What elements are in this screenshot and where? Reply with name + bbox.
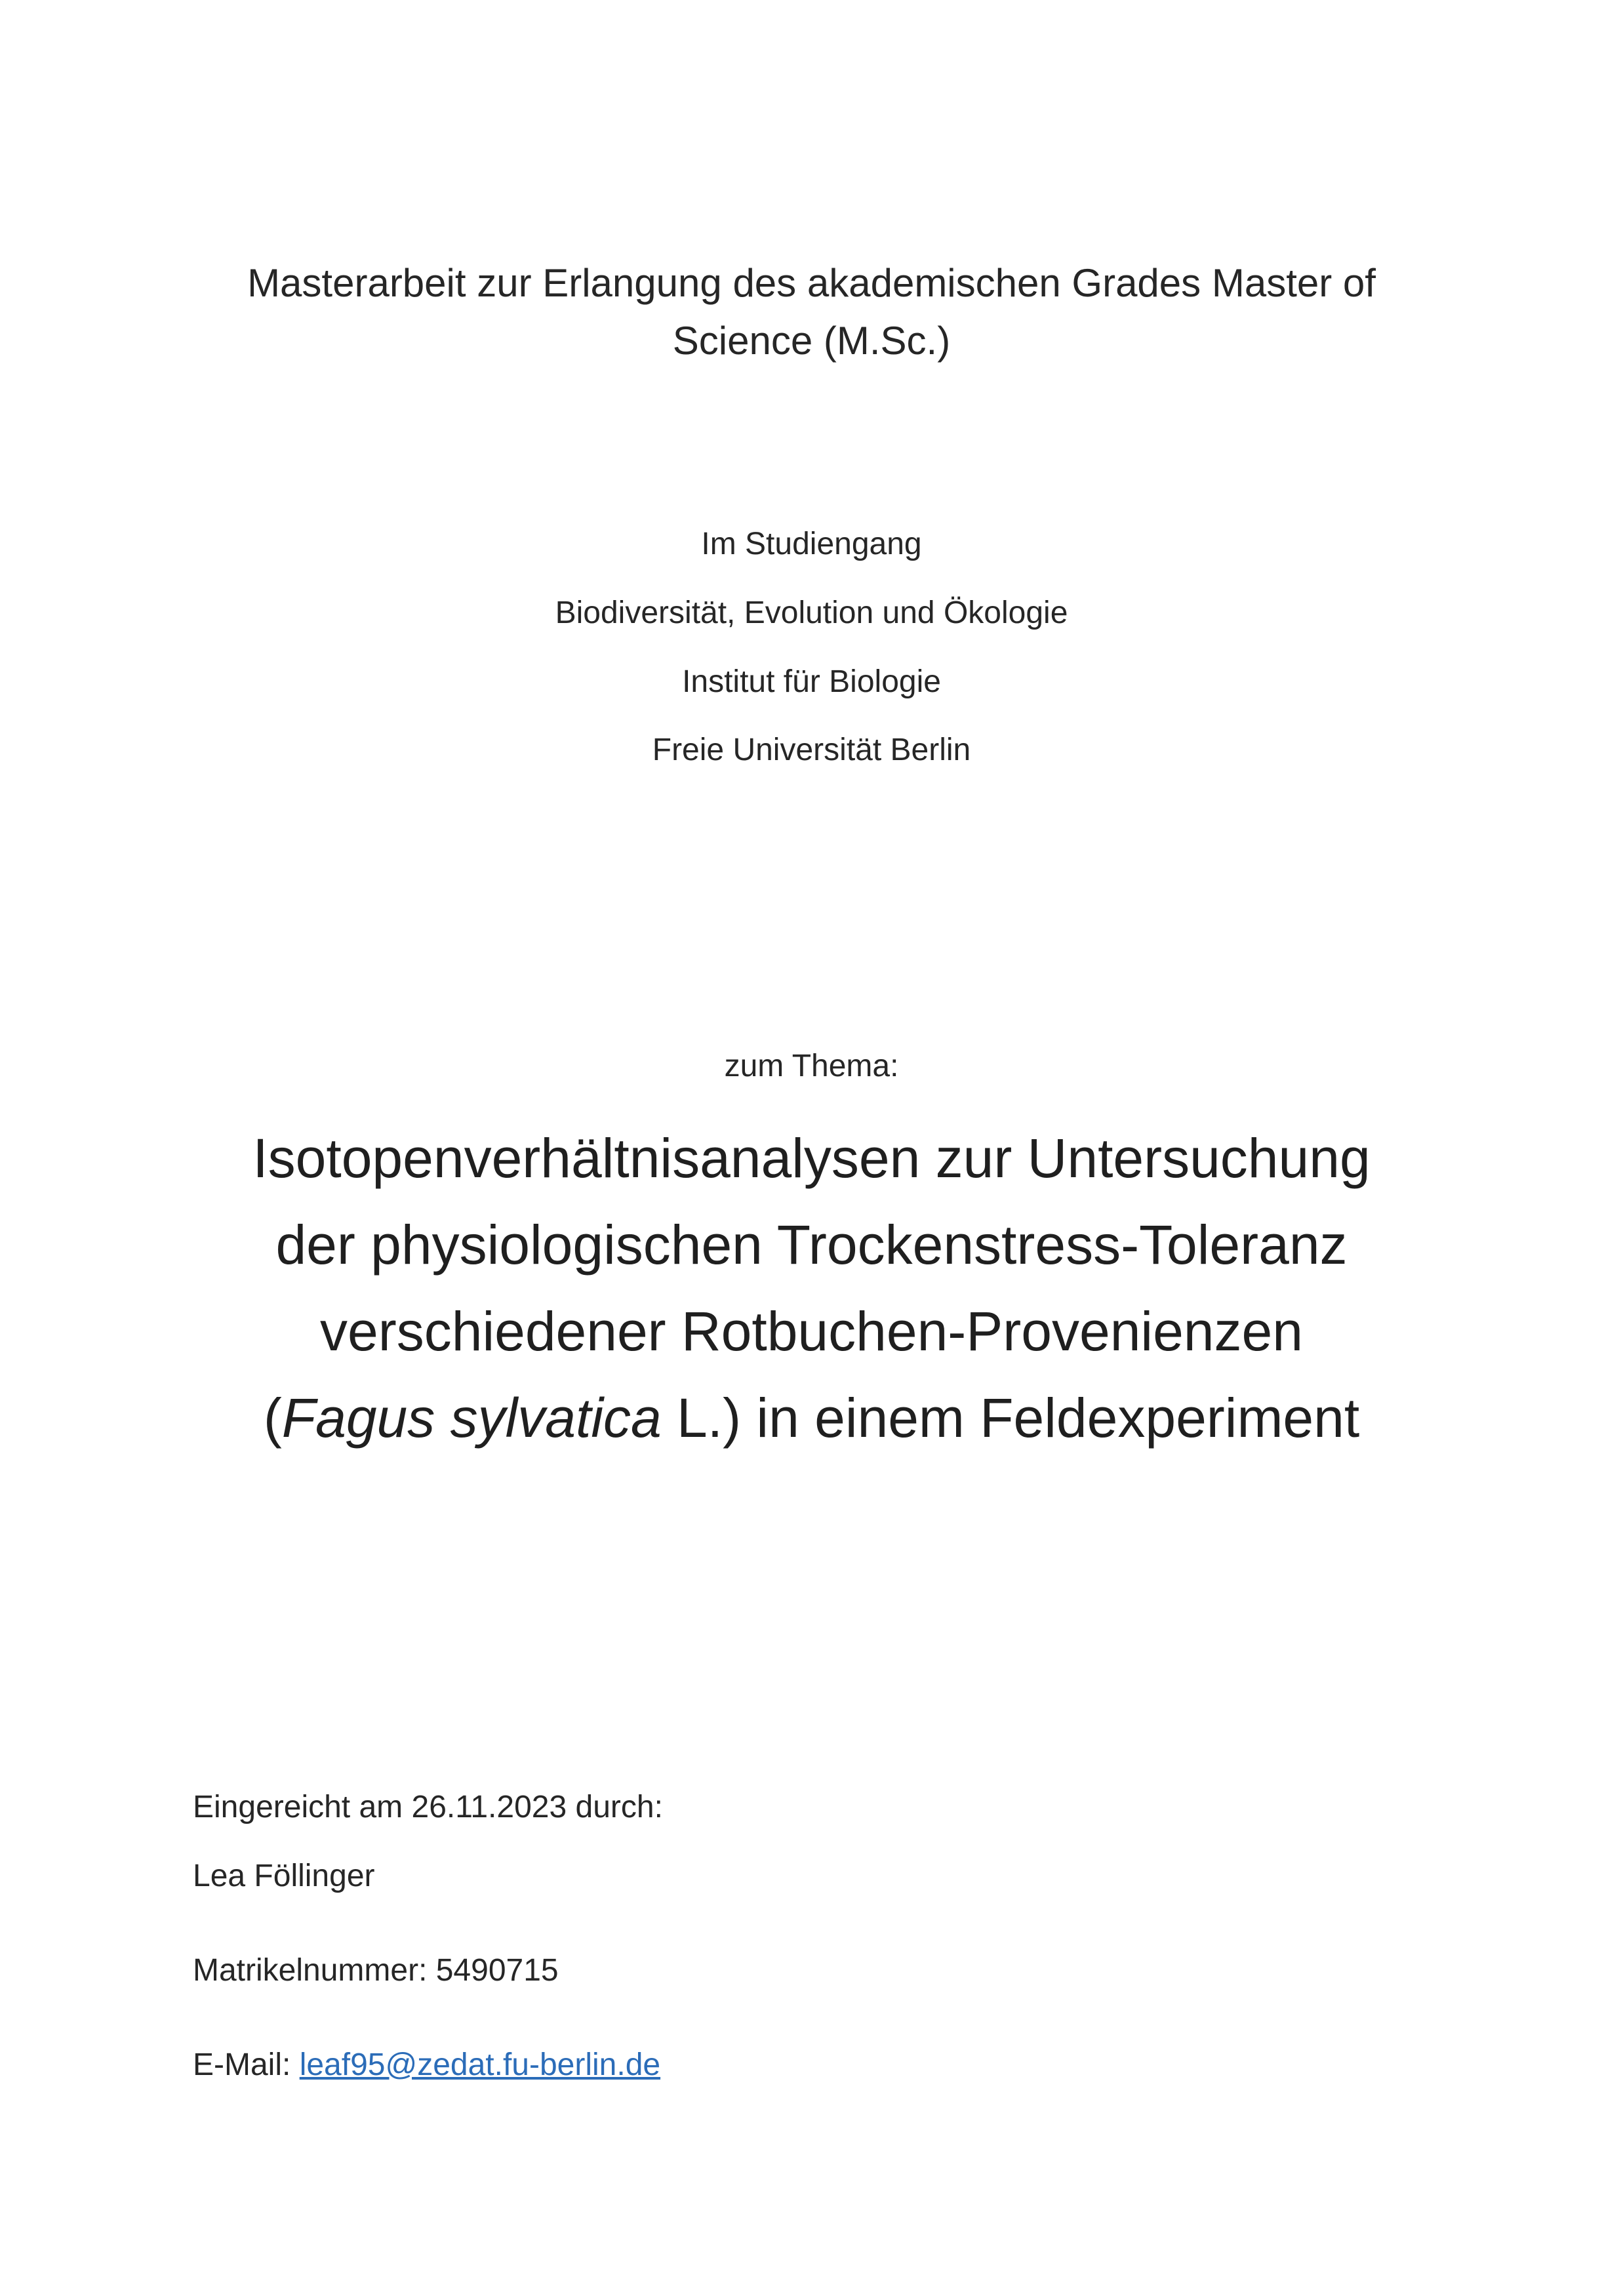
- title-paren-open: (: [263, 1387, 282, 1449]
- email-link[interactable]: leaf95@zedat.fu-berlin.de: [299, 2047, 661, 2082]
- degree-statement: [0, 254, 1623, 370]
- matriculation-number: Matrikelnummer: 5490715: [193, 1953, 559, 1988]
- study-institute: Institut für Biologie: [682, 664, 941, 699]
- email-line: [193, 2045, 660, 2085]
- thesis-title-line-1: Isotopenverhältnisanalysen zur Untersuchung: [252, 1127, 1371, 1189]
- topic-prefix: zum Thema:: [724, 1049, 899, 1083]
- study-prefix: Im Studiengang: [701, 527, 922, 561]
- thesis-title: [0, 1115, 1623, 1461]
- thesis-title-line-2: der physiologischen Trockenstress-Toleranz: [275, 1214, 1348, 1276]
- degree-line-1: Masterarbeit zur Erlangung des akademischen Grades Master of: [247, 261, 1376, 305]
- species-name: Fagus sylvatica: [281, 1387, 662, 1449]
- author-name: Lea Föllinger: [193, 1859, 375, 1893]
- email-label: E-Mail:: [193, 2047, 300, 2082]
- thesis-title-line-4: [0, 1375, 1623, 1461]
- study-program: Biodiversität, Evolution und Ökologie: [555, 595, 1068, 630]
- degree-line-2: Science (M.Sc.): [672, 319, 951, 363]
- study-university: Freie Universität Berlin: [652, 733, 971, 767]
- submission-date: Eingereicht am 26.11.2023 durch:: [193, 1790, 663, 1824]
- title-line-4-rest: L.) in einem Feldexperiment: [661, 1387, 1360, 1449]
- thesis-title-line-3: verschiedener Rotbuchen-Provenienzen: [320, 1300, 1303, 1362]
